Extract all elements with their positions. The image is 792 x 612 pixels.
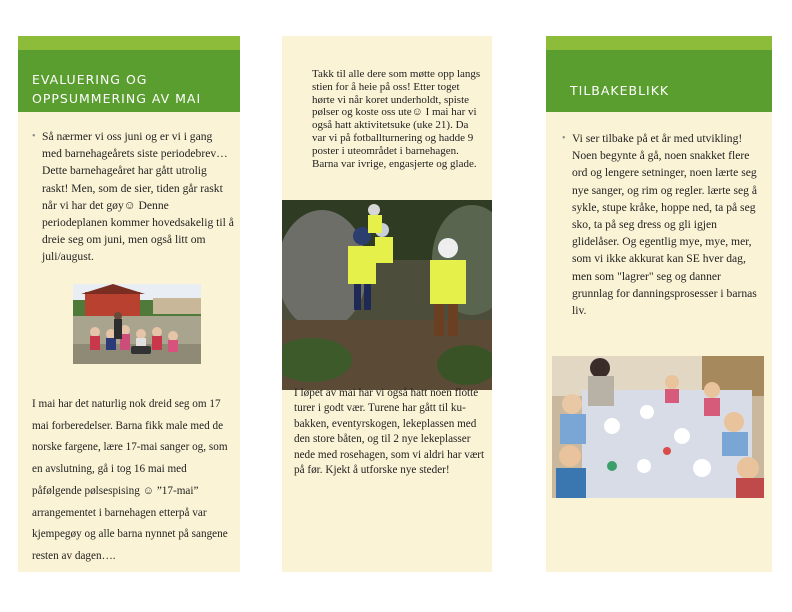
column-3-bullet-text: Vi ser tilbake på et år med utvikling! Noen begynte å gå, noen snakket flere ord og lengere setninger, noen lærte seg nye sanger, og rim og regler. lærte seg å sykle, stupe kråke, hoppe ned, ta på seg sko, ta på seg dress og gli igjen glidelåser. Og egentlig mye, mye, mer, som vi ikke akkurat kan SE hver dag, men som "lagrer" seg og danner grunnlag for danningsprosesser i barnas liv. [572, 132, 757, 318]
bullet-icon: • [562, 133, 566, 144]
column-1-bullet-text: Så nærmer vi oss juni og er vi i gang med barnehageårets siste periodebrev… Dette barnehageåret har gått utrolig raskt! Men, som de sier, tiden går raskt når vi har det gøy☺ Denne periodeplanen kommer hovedsakelig til å dreie seg om juni, men også litt om juli/august. [42, 130, 234, 264]
bullet-icon: • [32, 131, 36, 142]
column-2-top-text: Takk til alle dere som møtte opp langs stien for å heie på oss! Etter toget hørte vi når koret underholdt, spiste pølser og koste oss ute☺ I mai har vi også hatt aktivitetsuke (uke 21). Da var vi på fotballturnering og hadde 9 poster i uteområdet i barnehagen. Barna var ivrige, engasjerte og glade. [312, 68, 481, 170]
column-1-heading: EVALUERING OG OPPSUMMERING AV MAI [32, 72, 202, 106]
column-2-bottom-text: I løpet av mai har vi også hatt noen flotte turer i godt vær. Turene har gått til ku-bakken, eventyrskogen, lekeplassen med den store båten, og til 2 nye lekeplasser nede med rosehagen, som vi aldri har vært på før. Kjekt å utforske nye steder! [294, 387, 485, 477]
column-3-bullet [562, 130, 762, 319]
column-2-panel [282, 36, 492, 572]
column-1-body: I mai har det naturlig nok dreid seg om 17 mai forberedelser. Barna fikk male med de norske fargene, lære 17-mai sanger og, som en avslutning, gå i tog 16 mai med påfølgende pølsespising ☺ ”17-mai” arrangementet i barnehagen etterpå var kjempegøy og alle barna nynnet på sangene resten av dagen…. [32, 398, 228, 562]
forest-walk-photo [282, 200, 492, 390]
column-3-heading-band [546, 50, 772, 112]
playground-photo [73, 284, 201, 364]
lunch-table-photo [552, 356, 764, 498]
column-1-bullet [32, 128, 234, 266]
column-1-heading-band [18, 50, 240, 112]
column-3-accent-bar [546, 36, 772, 50]
column-3-heading: TILBAKEBLIKK [570, 83, 670, 98]
column-1-accent-bar [18, 36, 240, 50]
column-1-panel [18, 36, 240, 572]
column-3-panel [546, 36, 772, 572]
